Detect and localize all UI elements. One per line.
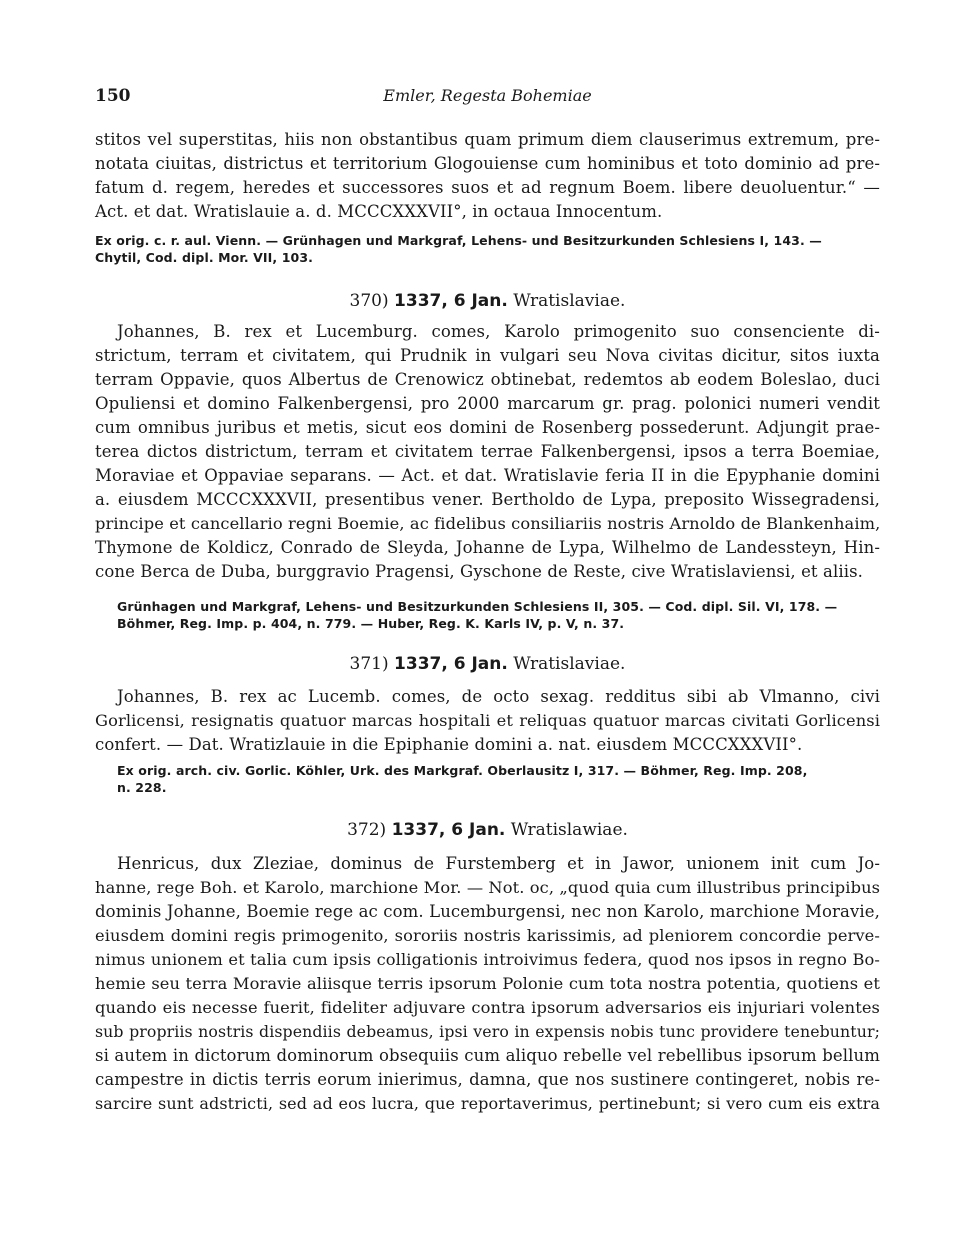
text-line: Henricus, dux Zleziae, dominus de Furstemberg et in Jawor, unionem init cum Jo- — [117, 854, 880, 873]
note-line: Grünhagen und Markgraf, Lehens- und Besitzurkunden Schlesiens II, 305. — Cod. dipl. Sil. VI, 178. — — [117, 599, 838, 614]
text-line: confert. — Dat. Wratizlauie in die Epiphanie domini a. nat. eiusdem MCCCXXXVII°. — [95, 735, 803, 754]
entry-notes-370 — [95, 598, 880, 632]
text-line: dominis Johanne, Boemie rege ac com. Lucemburgensi, nec non Karolo, marchione Moravie, — [95, 902, 880, 921]
text-line: Johannes, B. rex ac Lucemb. comes, de octo sexag. redditus sibi ab Vlmanno, civi — [117, 687, 880, 706]
text-line: Gorlicensi, resignatis quatuor marcas hospitali et reliquas quatuor marcas civitati Gorlicensi — [95, 711, 880, 730]
text-line: strictum, terram et civitatem, qui Prudnik in vulgari seu Nova civitas dicitur, sitos iuxta — [95, 346, 880, 365]
text-line: eiusdem domini regis primogenito, sororiis nostris karissimis, ad pleniorem concordie perve- — [95, 926, 880, 945]
page-header — [95, 86, 880, 114]
entry-text-370 — [95, 320, 880, 584]
entry-number: 370) — [349, 291, 389, 311]
text-line: cum omnibus juribus et metis, sicut eos domini de Rosenberg possederunt. Adjungit prae- — [95, 418, 880, 437]
entry-heading-371 — [95, 652, 880, 676]
entry-number: 372) — [347, 820, 387, 840]
text-line: principe et cancellario regni Boemie, ac fidelibus consiliariis nostris Arnoldo de Blankenhaim, — [95, 514, 881, 533]
text-line: campestre in dictis terris eorum inierimus, damna, que nos sustinere contingeret, nobis re- — [95, 1070, 880, 1089]
text-line: sarcire sunt adstricti, sed ad eos lucra, que reportaverimus, pertinebunt; si vero cum eis extra — [95, 1094, 880, 1113]
entry-number: 371) — [349, 654, 389, 674]
text-line: Johannes, B. rex et Lucemburg. comes, Karolo primogenito suo consenciente di- — [117, 322, 880, 341]
entry-text-372 — [95, 852, 880, 1116]
page-number: 150 — [95, 86, 131, 106]
note-line: Böhmer, Reg. Imp. p. 404, n. 779. — Huber, Reg. K. Karls IV, p. V, n. 37. — [117, 616, 625, 631]
text-line: hemie seu terra Moravie aliisque terris ipsorum Polonie cum tota nostra potentia, quotiens et — [95, 974, 880, 993]
text-line: notata ciuitas, districtus et territorium Glogouiense cum hominibus et toto dominio ad pre- — [95, 154, 880, 173]
text-line: a. eiusdem MCCCXXXVII, presentibus vener. Bertholdo de Lypa, preposito Wissegradensi, — [95, 490, 880, 509]
text-line: Thymone de Koldicz, Conrado de Sleyda, Johanne de Lypa, Wilhelmo de Landessteyn, Hin- — [95, 538, 880, 557]
note-line: n. 228. — [117, 780, 167, 795]
note-line: Chytil, Cod. dipl. Mor. VII, 103. — [95, 250, 313, 265]
note-line: Ex orig. arch. civ. Gorlic. Köhler, Urk. des Markgraf. Oberlausitz I, 317. — Böhmer, Reg. Imp. 208, — [117, 763, 808, 778]
text-line: cone Berca de Duba, burggravio Pragensi, Gyschone de Reste, cive Wratislaviensi, et aliis. — [95, 562, 863, 581]
entry-place: Wratislawiae. — [510, 820, 628, 840]
text-line: fatum d. regem, heredes et successores suos et ad regnum Boem. libere deuoluentur.“ — — [95, 178, 880, 197]
continuation-text — [95, 128, 880, 224]
text-line: Opuliensi et domino Falkenbergensi, pro 2000 marcarum gr. prag. polonici numeri vendit — [95, 394, 880, 413]
entry-place: Wratislaviae. — [513, 291, 626, 311]
text-line: Moraviae et Oppaviae separans. — Act. et dat. Wratislavie feria II in die Epyphanie domini — [95, 466, 880, 485]
continuation-notes — [95, 232, 880, 266]
text-line: si autem in dictorum dominorum obsequiis cum aliquo rebelle vel rebellibus ipsorum bellum — [95, 1046, 880, 1065]
text-line: terram Oppavie, quos Albertus de Crenowicz obtinebat, redemtos ab eodem Boleslao, duci — [95, 370, 880, 389]
text-line: nimus unionem et talia cum ipsis colligationis introivimus federa, quod nos ipsos in regno Bo- — [95, 950, 880, 969]
text-line: hanne, rege Boh. et Karolo, marchione Mor. — Not. oc, „quod quia cum illustribus principibus — [95, 878, 881, 897]
entry-heading-370 — [95, 289, 880, 313]
entry-date: 1337, 6 Jan. — [391, 820, 506, 840]
text-line: quando eis necesse fuerit, fideliter adjuvare contra ipsorum adversarios eis injuriari volentes — [95, 998, 880, 1017]
text-line: terea dictos districtum, terram et civitatem terrae Falkenbergensi, ipsos a terra Boemiae, — [95, 442, 880, 461]
entry-date: 1337, 6 Jan. — [394, 291, 508, 311]
entry-text-371 — [95, 685, 880, 757]
entry-notes-371 — [95, 762, 880, 796]
entry-place: Wratislaviae. — [513, 654, 626, 674]
note-line: Ex orig. c. r. aul. Vienn. — Grünhagen und Markgraf, Lehens- und Besitzurkunden Schlesiens I, 143. — — [95, 233, 822, 248]
text-line: stitos vel superstitas, hiis non obstantibus quam primum diem clauserimus extremum, pre- — [95, 130, 880, 149]
running-title: Emler, Regesta Bohemiae — [383, 86, 592, 105]
entry-date: 1337, 6 Jan. — [394, 654, 508, 674]
text-line: sub propriis nostris dispendiis debeamus, ipsi vero in expensis nobis tunc providere tenebuntur; — [95, 1022, 880, 1041]
entry-heading-372 — [95, 818, 880, 842]
text-line: Act. et dat. Wratislauie a. d. MCCCXXXVII°, in octaua Innocentum. — [95, 202, 663, 221]
